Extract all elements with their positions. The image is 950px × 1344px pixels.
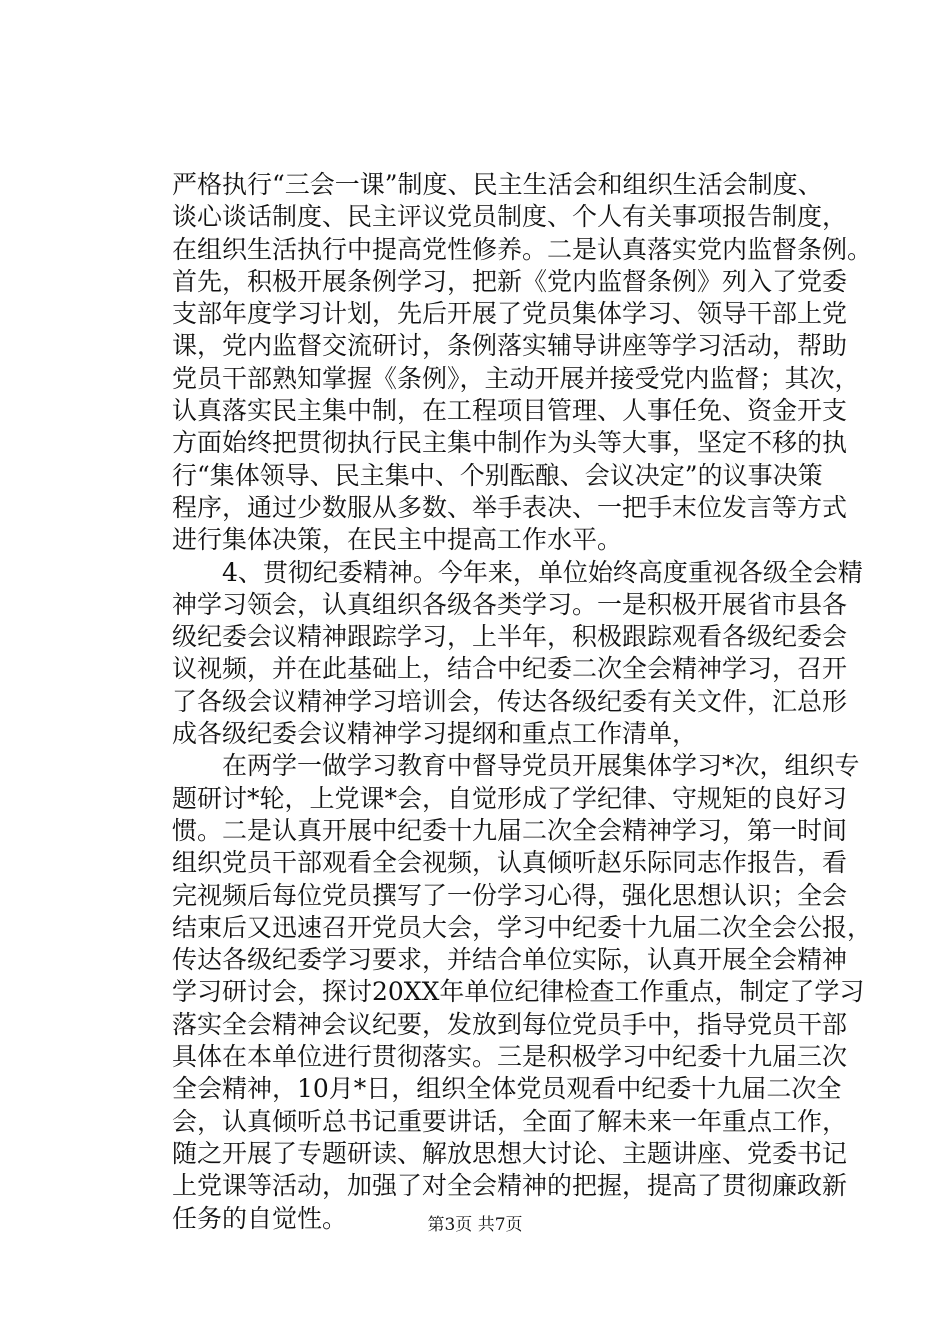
text-line: 级纪委会议精神跟踪学习，上半年，积极跟踪观看各级纪委会 (172, 622, 848, 652)
text-line: 神学习领会，认真组织各级各类学习。一是积极开展省市县各 (172, 589, 848, 619)
text-line: 认真落实民主集中制，在工程项目管理、人事任免、资金开支 (172, 396, 848, 426)
text-line: 传达各级纪委学习要求，并结合单位实际，认真开展全会精神 (172, 945, 848, 975)
text-line: 谈心谈话制度、民主评议党员制度、个人有关事项报告制度， (172, 202, 848, 232)
text-line: 课，党内监督交流研讨，条例落实辅导讲座等学习活动，帮助 (172, 331, 848, 361)
text-line: 4、贯彻纪委精神。今年来，单位始终高度重视各级全会精 (172, 557, 863, 587)
text-line: 在两学一做学习教育中督导党员开展集体学习*次，组织专 (172, 751, 860, 781)
text-line: 支部年度学习计划，先后开展了党员集体学习、领导干部上党 (172, 299, 848, 329)
text-line: 任务的自觉性。 (172, 1203, 348, 1233)
page-footer (0, 1215, 950, 1235)
text-line: 学习研讨会，探讨20XX年单位纪律检查工作重点，制定了学习 (172, 977, 865, 1007)
text-line: 随之开展了专题研读、解放思想大讨论、主题讲座、党委书记 (172, 1138, 848, 1168)
text-line: 惯。二是认真开展中纪委十九届二次全会精神学习，第一时间 (172, 815, 848, 845)
text-line: 首先，积极开展条例学习，把新《党内监督条例》列入了党委 (172, 266, 848, 296)
text-line: 党员干部熟知掌握《条例》，主动开展并接受党内监督；其次， (172, 363, 860, 393)
text-line: 题研讨*轮，上党课*会，自觉形成了学纪律、守规矩的良好习 (172, 783, 848, 813)
text-line: 方面始终把贯彻执行民主集中制作为头等大事，坚定不移的执 (172, 428, 848, 458)
text-line: 全会精神，10月*日，组织全体党员观看中纪委十九届二次全 (172, 1074, 842, 1104)
text-line: 具体在本单位进行贯彻落实。三是积极学习中纪委十九届三次 (172, 1042, 848, 1072)
text-line: 程序，通过少数服从多数、举手表决、一把手末位发言等方式 (172, 492, 848, 522)
text-line: 上党课等活动，加强了对全会精神的把握，提高了贯彻廉政新 (172, 1171, 848, 1201)
text-line: 议视频，并在此基础上，结合中纪委二次全会精神学习，召开 (172, 654, 848, 684)
page-number-label: 第3页 共7页 (427, 1215, 523, 1235)
text-line: 严格执行“三会一课”制度、民主生活会和组织生活会制度、 (172, 170, 823, 199)
text-line: 了各级会议精神学习培训会，传达各级纪委有关文件，汇总形 (172, 686, 848, 716)
text-line: 组织党员干部观看全会视频，认真倾听赵乐际同志作报告，看 (172, 848, 848, 878)
text-line: 完视频后每位党员撰写了一份学习心得，强化思想认识；全会 (172, 880, 848, 910)
text-line: 落实全会精神会议纪要，发放到每位党员手中，指导党员干部 (172, 1009, 848, 1039)
text-line: 进行集体决策，在民主中提高工作水平。 (172, 525, 623, 555)
body-text (172, 169, 873, 1235)
text-line: 在组织生活执行中提高党性修养。二是认真落实党内监督条例。 (172, 234, 873, 264)
text-line: 会，认真倾听总书记重要讲话，全面了解未来一年重点工作， (172, 1106, 848, 1136)
text-line: 结束后又迅速召开党员大会，学习中纪委十九届二次全会公报， (172, 912, 873, 942)
text-line: 行“集体领导、民主集中、个别酝酿、会议决定”的议事决策 (172, 460, 823, 490)
text-line: 成各级纪委会议精神学习提纲和重点工作清单， (172, 719, 698, 749)
